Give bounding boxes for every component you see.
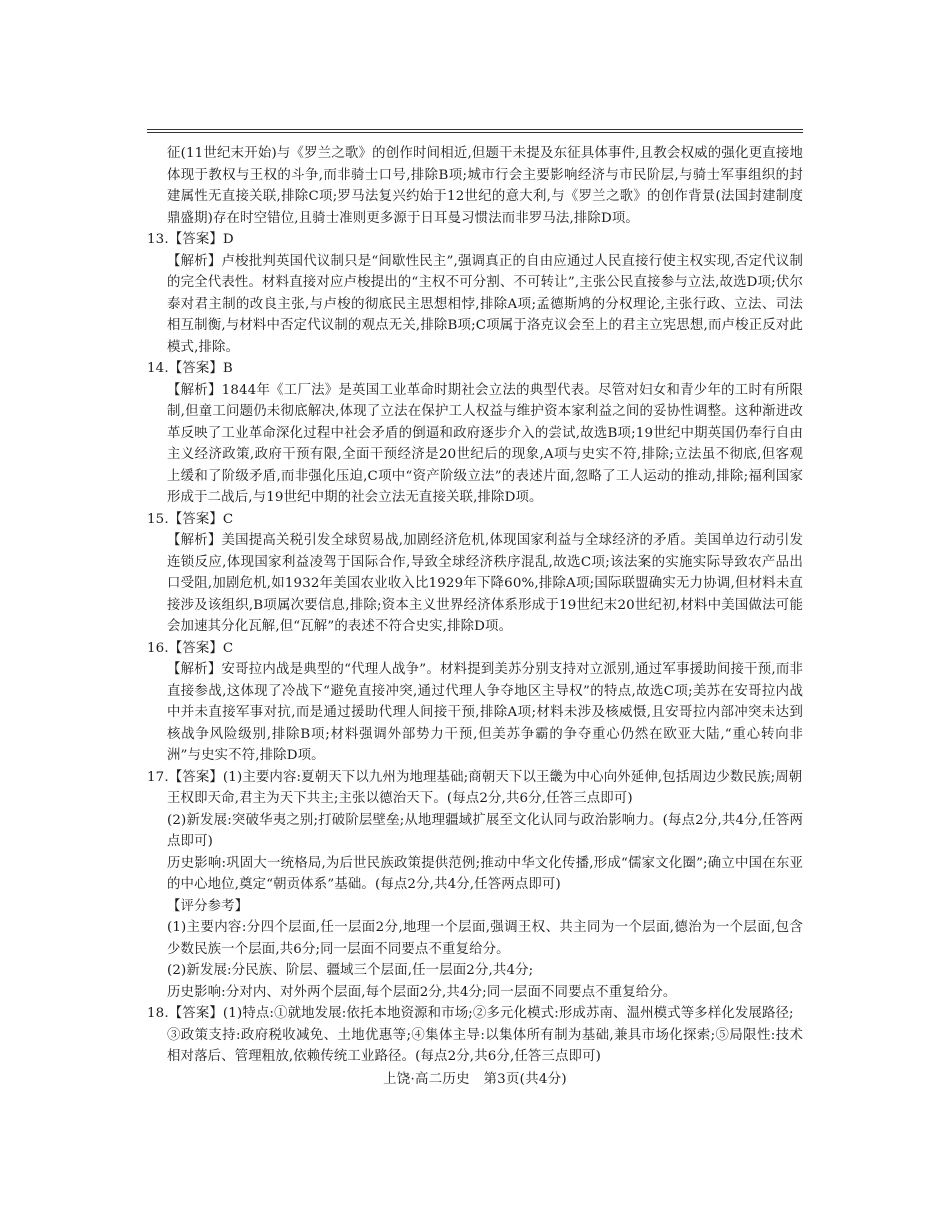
question-block (147, 358, 803, 509)
explanation-paragraph: 历史影响:分对内、对外两个层面,每个层面2分,共4分;同一层面不同要点不重复给分。 (167, 984, 677, 1000)
question-answer-line (147, 1003, 803, 1025)
explanation-paragraph: 【解析】1844年《工厂法》是英国工业革命时期社会立法的典型代表。尽管对妇女和青少年的工时有所限制,但童工问题仍未彻底解决,体现了立法在保护工人权益与维护资本家利益之间的妥协性调整。这种渐进改革反映了工业革命深化过程中社会矛盾的倒逼和政府逐步介入的尝试,故选B项;19世纪中期英国仍奉行自由主义经济政策,政府干预有限,全面干预经济是20世纪后的现象,A项与史实不符,排除;立法虽不彻底,但客观上缓和了阶级矛盾,而非强化压迫,C项中“资产阶级立法”的表述片面,忽略了工人运动的推动,排除;福利国家形成于二战后,与19世纪中期的社会立法无直接关联,排除D项。 (167, 382, 803, 505)
explanation-paragraph: 【解析】美国提高关税引发全球贸易战,加剧经济危机,体现国家利益与全球经济的矛盾。美国单边行动引发连锁反应,体现国家利益凌驾于国际合作,导致全球经济秩序混乱,故选C项;该法案的实施实际导致农产品出口受阻,加剧危机,如1932年美国农业收入比1929年下降60%,排除A项;国际联盟确实无力协调,但材料未直接涉及该组织,B项属次要信息,排除;资本主义世界经济体系形成于19世纪末20世纪初,材料中美国做法可能会加速其分化瓦解,但“瓦解”的表述不符合史实,排除D项。 (167, 533, 803, 634)
question-block (147, 767, 803, 1004)
answer-content (147, 143, 803, 1068)
explanation-paragraph: 历史影响:巩固大一统格局,为后世民族政策提供范例;推动中华文化传播,形成“儒家文化圈”;确立中国在东亚的中心地位,奠定“朝贡体系”基础。(每点2分,共4分,任答两点即可) (167, 855, 803, 892)
question-block (147, 1003, 803, 1068)
question-answer-line (147, 767, 803, 789)
explanation-paragraph: 【解析】卢梭批判英国代议制只是“间歇性民主”,强调真正的自由应通过人民直接行使主权实现,否定代议制的完全代表性。材料直接对应卢梭提出的“主权不可分割、不可转让”,主张公民直接参与立法,故选D项;伏尔泰对君主制的改良主张,与卢梭的彻底民主思想相悖,排除A项;孟德斯鸠的分权理论,主张行政、立法、司法相互制衡,与材料中否定代议制的观点无关,排除B项;C项属于洛克议会至上的君主立宪思想,而卢梭正反对此模式,排除。 (167, 253, 803, 355)
question-block (147, 229, 803, 358)
answer-label: 【答案】D (168, 232, 234, 247)
answer-label: 【答案】(1)特点:①就地发展:依托本地资源和市场;②多元化模式:形成苏南、温州模式等多样化发展路径; (168, 1006, 794, 1021)
explanation-paragraph: 王权即天命,君主为天下共主;主张以德治天下。(每点2分,共6分,任答三点即可) (167, 791, 633, 806)
continued-explanation: 征(11世纪末开始)与《罗兰之歌》的创作时间相近,但题干未提及东征具体事件,且教会权威的强化更直接地体现于教权与王权的斗争,而非骑士口号,排除B项;城市行会主要影响经济与市民阶层,与骑士军事组织的封建属性无直接关联,排除C项;罗马法复兴约始于12世纪的意大利,与《罗兰之歌》的创作背景(法国封建制度鼎盛期)存在时空错位,且骑士准则更多源于日耳曼习惯法而非罗马法,排除D项。 (167, 146, 803, 226)
question-number: 17. (147, 769, 169, 785)
answer-label: 【答案】C (168, 511, 234, 527)
explanation-paragraph: 【解析】安哥拉内战是典型的“代理人战争”。材料提到美苏分别支持对立派别,通过军事援助间接干预,而非直接参战,这体现了冷战下“避免直接冲突,通过代理人争夺地区主导权”的特点,故选C项;美苏在安哥拉内战中并未直接军事对抗,而是通过援助代理人间接干预,排除A项;材料未涉及核威慑,且安哥拉内部冲突未达到核战争风险级别,排除B项;材料强调外部势力干预,但美苏争霸的争夺重心仍然在欧亚大陆,“重心转向非洲”与史实不符,排除D项。 (167, 662, 803, 763)
question-answer-line (147, 509, 803, 531)
explanation-paragraph: (2)新发展:分民族、阶层、疆域三个层面,任一层面2分,共4分; (167, 963, 534, 978)
question-answer-line (147, 638, 803, 660)
question-number: 13. (147, 232, 169, 247)
page-footer: 上饶·高二历史 第3页(共4分) (383, 1072, 567, 1087)
question-answer-line (147, 229, 803, 251)
question-block (147, 638, 803, 767)
answer-label: 【答案】(1)主要内容:夏朝天下以九州为地理基础;商朝天下以王畿为中心向外延伸,包括周边少数民族;周朝 (168, 769, 803, 785)
question-answer-line (147, 358, 803, 380)
question-block (147, 509, 803, 638)
answer-label: 【答案】C (168, 640, 234, 656)
explanation-paragraph: (2)新发展:突破华夷之别;打破阶层壁垒;从地理疆域扩展至文化认同与政治影响力。(每点2分,共4分,任答两点即可) (167, 812, 803, 849)
question-number: 18. (147, 1006, 169, 1021)
question-number: 16. (147, 640, 169, 656)
question-list (147, 229, 803, 1068)
explanation-paragraph: 【评分参考】 (167, 898, 249, 914)
header-double-rule (147, 129, 803, 133)
question-number: 14. (147, 361, 169, 376)
answer-label: 【答案】B (168, 361, 233, 376)
question-number: 15. (147, 511, 169, 527)
explanation-paragraph: ③政策支持:政府税收减免、土地优惠等;④集体主导:以集体所有制为基础,兼具市场化探索;⑤局限性:技术相对落后、管理粗放,依赖传统工业路径。(每点2分,共6分,任答三点即可) (167, 1027, 803, 1064)
explanation-paragraph: (1)主要内容:分四个层面,任一层面2分,地理一个层面,强调王权、共主同为一个层面,德治为一个层面,包含少数民族一个层面,共6分;同一层面不同要点不重复给分。 (167, 920, 803, 957)
